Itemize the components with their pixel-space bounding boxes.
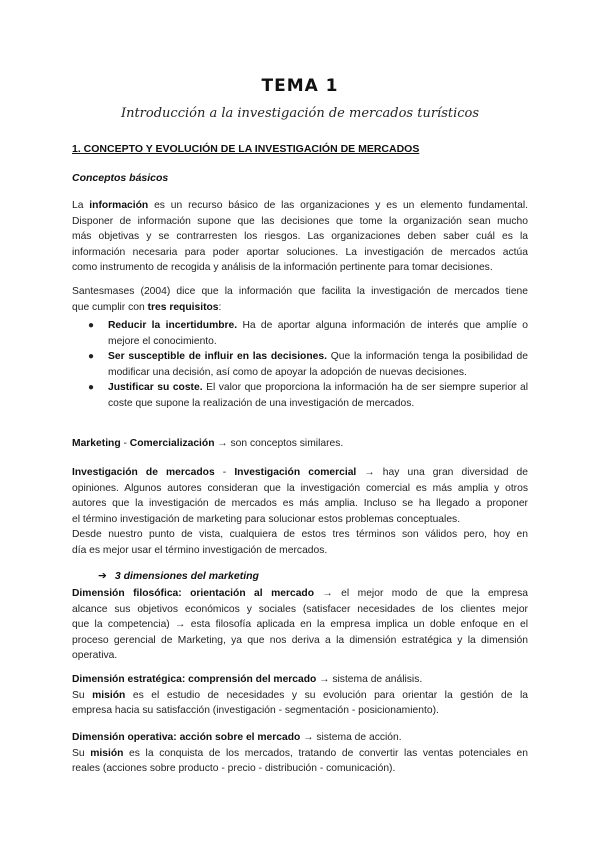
paragraph-line: reales (acciones sobre producto - precio - distribución - comunicación).	[72, 763, 396, 774]
paragraph-dimension-filosofica	[72, 586, 528, 664]
paragraph-line: La información es un recurso básico de las organizaciones y es un elemento fundamental.	[72, 200, 528, 211]
marketing-line	[72, 436, 528, 452]
list-item: ● Justificar su coste. El valor que proporciona la información ha de ser siempre superior al coste que supone la realización de una investigación de mercados.	[88, 382, 528, 409]
dimensions-heading	[98, 570, 259, 582]
paragraph-line: opiniones. Algunos autores consideran que la investigación comercial es más amplia y otros	[72, 482, 528, 494]
paragraph-line: proceso gerencial de Marketing, ya que nos deriva a la dimensión estratégica y la dimensión	[72, 634, 528, 646]
list-item: ● Reducir la incertidumbre. Ha de aportar alguna información de interés que amplíe o mejore el conocimiento.	[88, 320, 528, 347]
paragraph-line: Marketing - Comercialización → son conceptos similares.	[72, 438, 344, 449]
paragraph-line: Su misión es el estudio de necesidades y su evolución para orientar la gestión de la	[72, 689, 528, 701]
paragraph-line: Dimensión filosófica: orientación al mercado → el mejor modo de que la empresa	[72, 588, 528, 599]
paragraph-dimension-operativa	[72, 730, 528, 777]
paragraph-line: Santesmases (2004) dice que la información que facilita la investigación de mercados tiene	[72, 286, 528, 297]
paragraph-line: que cumplir con tres requisitos:	[72, 301, 222, 313]
paragraph-line: Investigación de mercados - Investigación comercial → hay una gran diversidad de	[72, 467, 528, 478]
paragraph-line: más objetivas y se contrarresten los riesgos. Las organizaciones deben saber cuál es la	[72, 231, 528, 242]
dimensions-heading-text: 3 dimensiones del marketing	[114, 570, 259, 582]
bullet-icon: ●	[88, 382, 95, 393]
paragraph-line: información necesaria para poder aportar soluciones. La investigación de mercados actúa	[72, 246, 528, 258]
paragraph-dimension-estrategica	[72, 672, 528, 719]
paragraph-line: Dimensión operativa: acción sobre el mercado → sistema de acción.	[72, 732, 402, 743]
paragraph-line: alcance sus objetivos económicos y sociales (satisfacer necesidades de los clientes mejor	[72, 603, 528, 615]
paragraph-line: como instrumento de recogida y análisis de la información pertinente para tomar decisiones.	[72, 262, 493, 273]
paragraph-line: autores que la investigación de mercados es más amplia. Incluso se ha llegado a proponer	[72, 498, 528, 509]
doc-title: TEMA 1	[261, 76, 339, 96]
bullet-icon: ●	[88, 320, 95, 331]
requirements-list	[84, 318, 528, 411]
bullet-icon: ●	[88, 351, 95, 362]
paragraph-line: Desde nuestro punto de vista, cualquiera de estos tres términos son válidos pero, hoy en	[72, 529, 528, 540]
paragraph-line: Su misión es la conquista de los mercados, tratando de convertir las ventas potenciales en	[72, 747, 528, 759]
section-heading: 1. CONCEPTO Y EVOLUCIÓN DE LA INVESTIGACIÓN DE MERCADOS	[72, 143, 420, 155]
arrow-icon: ➔	[98, 570, 107, 582]
paragraph-line: que la competencia) → esta filosofía aplicada en la empresa implica un doble enfoque en el	[72, 619, 528, 630]
subsection-heading: Conceptos básicos	[72, 172, 169, 184]
paragraph-line: operativa.	[72, 650, 118, 661]
paragraph-informacion	[72, 198, 528, 276]
paragraph-santesmases	[72, 284, 528, 315]
paragraph-line: Dimensión estratégica: comprensión del mercado → sistema de análisis.	[72, 674, 423, 685]
doc-subtitle: Introducción a la investigación de mercados turísticos	[120, 106, 480, 121]
paragraph-line: día es mejor usar el término investigación de mercados.	[72, 544, 328, 556]
paragraph-line: Disponer de información supone que las decisiones que tome la organización sean mucho	[72, 215, 528, 227]
paragraph-investigacion	[72, 465, 528, 558]
paragraph-line: el término investigación de marketing para solucionar estos problemas conceptuales.	[72, 513, 461, 525]
list-item: ● Ser susceptible de influir en las decisiones. Que la información tenga la posibilidad de modificar una decisión, así como de apoyar la adopción de nuevas decisiones.	[88, 351, 528, 378]
paragraph-line: empresa hacia su satisfacción (investigación - segmentación - posicionamiento).	[72, 705, 439, 716]
